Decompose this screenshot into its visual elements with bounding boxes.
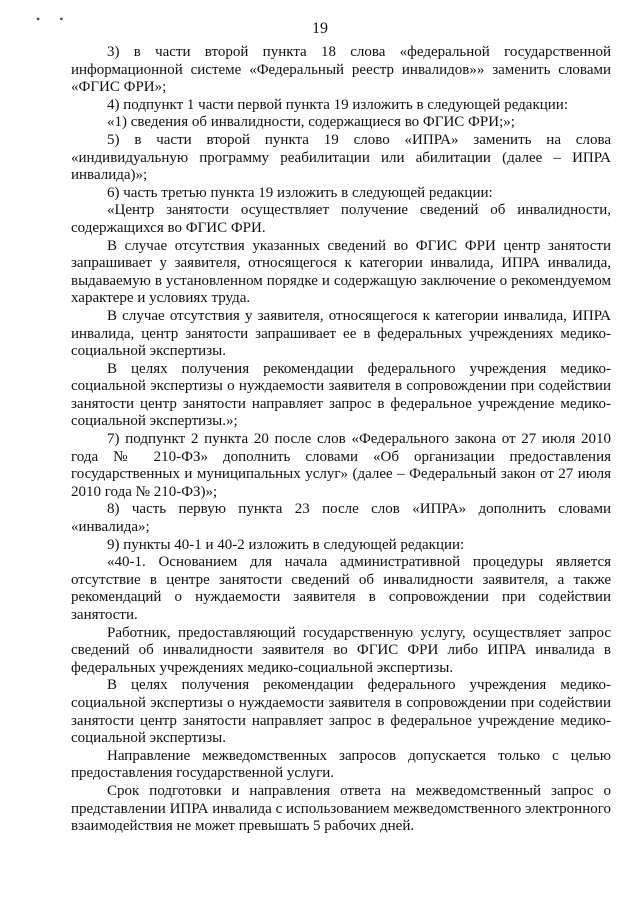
- paragraph-3: «1) сведения об инвалидности, содержащиеся во ФГИС ФРИ;»;: [107, 114, 515, 131]
- paragraph-8: В случае отсутствия у заявителя, относящегося к категории инвалида, ИПРА инвалида, центр занятости запрашивает ее в федеральных учреждениях медико-социальной экспертизы.: [71, 307, 611, 360]
- paragraph-4: 5) в части второй пункта 19 слово «ИПРА» заменить на слова «индивидуальную программу реабилитации или абилитации (далее – ИПРА инвалида)»;: [71, 131, 611, 184]
- paragraph-14: Работник, предоставляющий государственную услугу, осуществляет запрос сведений об инвалидности заявителя во ФГИС ФРИ либо ИПРА инвалида в федеральных учреждениях медико-социальной экспертизы.: [71, 624, 611, 676]
- paragraph-5: 6) часть третью пункта 19 изложить в следующей редакции:: [107, 184, 493, 201]
- paragraph-1: 3) в части второй пункта 18 слова «федеральной государственной информационной системе «Федеральный реестр инвалидов»» заменить словами «ФГИС ФРИ»;: [71, 44, 611, 96]
- paragraph-2: 4) подпункт 1 части первой пункта 19 изложить в следующей редакции:: [107, 96, 568, 113]
- paragraph-16: Направление межведомственных запросов допускается только с целью предоставления государственной услуги.: [71, 747, 611, 782]
- paragraph-12: 9) пункты 40-1 и 40-2 изложить в следующей редакции:: [107, 536, 465, 553]
- paragraph-10: 7) подпункт 2 пункта 20 после слов «Федерального закона от 27 июля 2010 года № 210-ФЗ» дополнить словами «Об организации предоставления государственных и муниципальных услуг» (далее – Федеральный закон от 27 июля 2010 года № 210-ФЗ)»;: [71, 431, 611, 500]
- paragraph-17: Срок подготовки и направления ответа на межведомственный запрос о представлении ИПРА инвалида с использованием межведомственного электронного взаимодействия не может превышать 5 рабочих дней.: [71, 782, 611, 835]
- paragraph-9: В целях получения рекомендации федерального учреждения медико-социальной экспертизы о нуждаемости заявителя в сопровождении при содействии занятости центр занятости направляет запрос в федеральное учреждение медико-социальной экспертизы.»;: [71, 360, 611, 430]
- page-number: 19: [312, 20, 328, 37]
- paragraph-13: «40-1. Основанием для начала административной процедуры является отсутствие в центре занятости сведений об инвалидности заявителя, а также рекомендаций о нуждаемости заявителя в сопровождении при содействии занятости.: [71, 554, 611, 623]
- paragraph-6: «Центр занятости осуществляет получение сведений об инвалидности, содержащихся во ФГИС ФРИ.: [71, 202, 611, 236]
- paragraph-7: В случае отсутствия указанных сведений во ФГИС ФРИ центр занятости запрашивает у заявителя, относящегося к категории инвалида, ИПРА инвалида, выдаваемую в установленном порядке и содержащую заключение о рекомендуемом характере и условиях труда.: [71, 237, 611, 307]
- document-body: [71, 44, 611, 836]
- paragraph-15: В целях получения рекомендации федерального учреждения медико-социальной экспертизы о нуждаемости заявителя в сопровождении при содействии занятости центр занятости направляет запрос в федеральное учреждение медико-социальной экспертизы.: [71, 677, 611, 747]
- paragraph-11: 8) часть первую пункта 23 после слов «ИПРА» дополнить словами «инвалида»;: [71, 501, 611, 536]
- scan-mark: • •: [36, 12, 72, 26]
